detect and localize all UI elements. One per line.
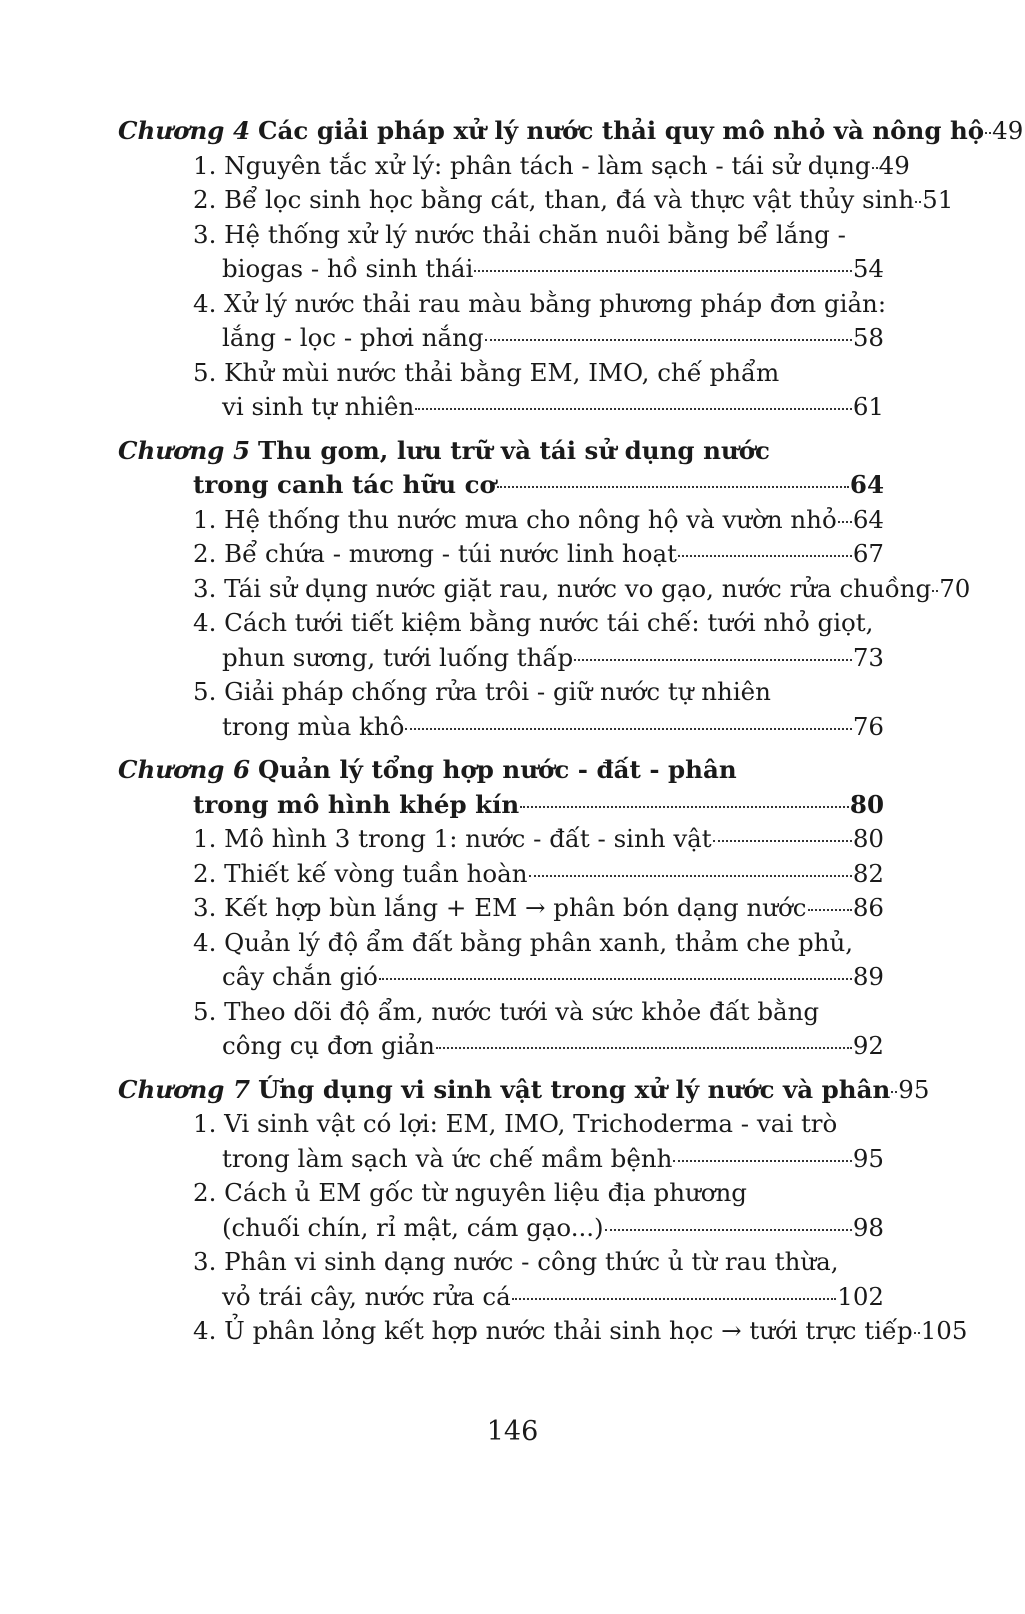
page-ref: 89 (852, 962, 884, 991)
page-ref: 64 (852, 504, 884, 534)
toc-entry (118, 503, 884, 538)
toc-entry-cont-text: trong mùa khô (222, 711, 405, 741)
toc-entry-cont (118, 641, 884, 676)
toc-entry: 3. Hệ thống xử lý nước thải chăn nuôi bằng bể lắng - (193, 219, 846, 249)
dot-leader (415, 408, 852, 410)
chapter-label: Chương 7 (118, 1074, 250, 1104)
toc-entry: 1. Vi sinh vật có lợi: EM, IMO, Trichoderma - vai trò (193, 1109, 838, 1138)
chapter-block (118, 434, 971, 745)
toc-entry: 5. Theo dõi độ ẩm, nước tưới và sức khỏe đất bằng (193, 996, 820, 1026)
dot-leader (915, 201, 921, 203)
toc-entry-text: 1. Nguyên tắc xử lý: phân tách - làm sạch - tái sử dụng (193, 150, 871, 180)
page-ref: 51 (922, 185, 954, 214)
dot-leader (474, 270, 851, 272)
chapter-heading (118, 1073, 930, 1108)
chapter-title-cont (118, 468, 884, 503)
page-ref: 54 (852, 254, 884, 283)
toc-entry-cont (118, 1211, 884, 1246)
table-of-contents (118, 114, 1024, 1358)
toc-entry-cont-text: công cụ đơn giản (222, 1031, 435, 1060)
toc-entry-cont (118, 1142, 884, 1177)
toc-entry-text: 2. Bể chứa - mương - túi nước linh hoạt (193, 539, 677, 568)
toc-entry-text: 3. Tái sử dụng nước giặt rau, nước vo gạo, nước rửa chuồng (193, 573, 932, 603)
toc-entry-cont-text: vỏ trái cây, nước rửa cá (222, 1281, 511, 1311)
toc-entry-cont-text: trong làm sạch và ức chế mầm bệnh (222, 1143, 673, 1173)
toc-entry-cont (118, 710, 884, 745)
toc-entry-cont (118, 1280, 884, 1315)
dot-leader (872, 167, 878, 169)
dot-leader (932, 590, 938, 592)
toc-entry (118, 183, 954, 218)
page-ref: 49 (992, 116, 1024, 145)
page-ref: 58 (852, 323, 884, 352)
toc-entry-cont-text: vi sinh tự nhiên (222, 392, 415, 421)
page-ref: 80 (849, 789, 884, 819)
page-ref: 82 (852, 858, 884, 888)
toc-entry: 2. Cách ủ EM gốc từ nguyên liệu địa phương (193, 1178, 747, 1207)
dot-leader (379, 978, 852, 980)
toc-entry: 3. Phân vi sinh dạng nước - công thức ủ từ rau thừa, (193, 1247, 839, 1276)
page-ref: 80 (852, 824, 884, 853)
chapter-title: Các giải pháp xử lý nước thải quy mô nhỏ và nông hộ (258, 116, 985, 145)
chapter-heading-text (118, 114, 984, 149)
toc-entry-cont (118, 960, 884, 995)
page-number: 146 (486, 1416, 539, 1447)
toc-entry (118, 537, 884, 572)
toc-entry-cont (118, 390, 884, 425)
chapter-block (118, 1073, 968, 1349)
dot-leader (497, 486, 849, 488)
page-ref: 92 (852, 1031, 884, 1060)
dot-leader (605, 1229, 852, 1231)
page-ref: 95 (898, 1074, 930, 1104)
toc-entry-cont-text: cây chắn gió (222, 962, 378, 991)
toc-entry: 4. Quản lý độ ẩm đất bằng phân xanh, thảm che phủ, (193, 927, 854, 957)
dot-leader (673, 1160, 851, 1162)
page-ref: 61 (852, 392, 884, 421)
chapter-label: Chương 4 (118, 116, 250, 145)
toc-entry: 5. Khử mùi nước thải bằng EM, IMO, chế phẩm (193, 357, 780, 387)
toc-entry (118, 857, 884, 892)
dot-leader (891, 1091, 897, 1093)
toc-entry-text: 2. Bể lọc sinh học bằng cát, than, đá và thực vật thủy sinh (193, 185, 915, 214)
chapter-title: Quản lý tổng hợp nước - đất - phân (258, 755, 737, 784)
chapter-title: Thu gom, lưu trữ và tái sử dụng nước (258, 435, 770, 465)
toc-entry: 4. Xử lý nước thải rau màu bằng phương pháp đơn giản: (193, 288, 887, 318)
dot-leader (520, 806, 849, 808)
page-ref: 102 (837, 1281, 884, 1311)
toc-entry (118, 822, 884, 857)
chapter-title: Ứng dụng vi sinh vật trong xử lý nước và phân (258, 1074, 891, 1104)
page-ref: 73 (852, 642, 884, 672)
dot-leader (713, 840, 852, 842)
chapter-block (118, 114, 1024, 425)
chapter-label: Chương 5 (118, 435, 250, 465)
toc-entry-cont (118, 252, 884, 287)
chapter-heading (118, 114, 1024, 149)
dot-leader (574, 659, 852, 661)
chapter-heading-text (118, 1073, 890, 1108)
toc-entry (118, 572, 971, 607)
chapter-title-cont-text: trong canh tác hữu cơ (193, 470, 496, 499)
page-ref: 105 (920, 1316, 968, 1345)
toc-entry-cont-text: biogas - hồ sinh thái (222, 254, 474, 283)
page-ref: 86 (852, 893, 884, 922)
toc-entry (118, 891, 884, 926)
dot-leader (405, 728, 851, 730)
dot-leader (436, 1047, 852, 1049)
toc-entry-text: 1. Hệ thống thu nước mưa cho nông hộ và vườn nhỏ (193, 504, 837, 534)
chapter-title-cont (118, 788, 884, 823)
toc-entry-cont-text: lắng - lọc - phơi nắng (222, 323, 484, 352)
dot-leader (985, 132, 991, 134)
toc-entry-text: 2. Thiết kế vòng tuần hoàn (193, 858, 528, 888)
chapter-block (118, 753, 884, 1064)
dot-leader (914, 1332, 920, 1334)
page-ref: 64 (849, 470, 884, 499)
chapter-title-cont-text: trong mô hình khép kín (193, 789, 520, 819)
dot-leader (678, 555, 852, 557)
toc-entry: 5. Giải pháp chống rửa trôi - giữ nước tự nhiên (193, 677, 771, 706)
toc-entry-cont-text: (chuối chín, rỉ mật, cám gạo...) (222, 1212, 604, 1242)
toc-entry (118, 149, 910, 184)
toc-entry-cont (118, 321, 884, 356)
toc-entry: 4. Cách tưới tiết kiệm bằng nước tái chế: tưới nhỏ giọt, (193, 608, 874, 637)
page-ref: 95 (852, 1143, 884, 1173)
page-ref: 76 (852, 711, 884, 741)
chapter-heading (118, 753, 884, 788)
chapter-label: Chương 6 (118, 755, 250, 784)
toc-entry-text: 4. Ủ phân lỏng kết hợp nước thải sinh học → tưới trực tiếp (193, 1316, 913, 1345)
dot-leader (529, 875, 852, 877)
toc-entry-cont (118, 1029, 884, 1064)
dot-leader (808, 909, 852, 911)
page-ref: 67 (852, 539, 884, 568)
dot-leader (485, 339, 852, 341)
toc-entry-text: 1. Mô hình 3 trong 1: nước - đất - sinh vật (193, 824, 712, 853)
dot-leader (838, 521, 852, 523)
toc-entry (118, 1314, 968, 1349)
toc-entry-text: 3. Kết hợp bùn lắng + EM → phân bón dạng nước (193, 893, 807, 922)
page-ref: 70 (939, 573, 971, 603)
page-ref: 98 (852, 1212, 884, 1242)
page-ref: 49 (878, 150, 910, 180)
dot-leader (512, 1298, 837, 1300)
toc-entry-cont-text: phun sương, tưới luống thấp (222, 642, 574, 672)
chapter-heading (118, 434, 884, 469)
